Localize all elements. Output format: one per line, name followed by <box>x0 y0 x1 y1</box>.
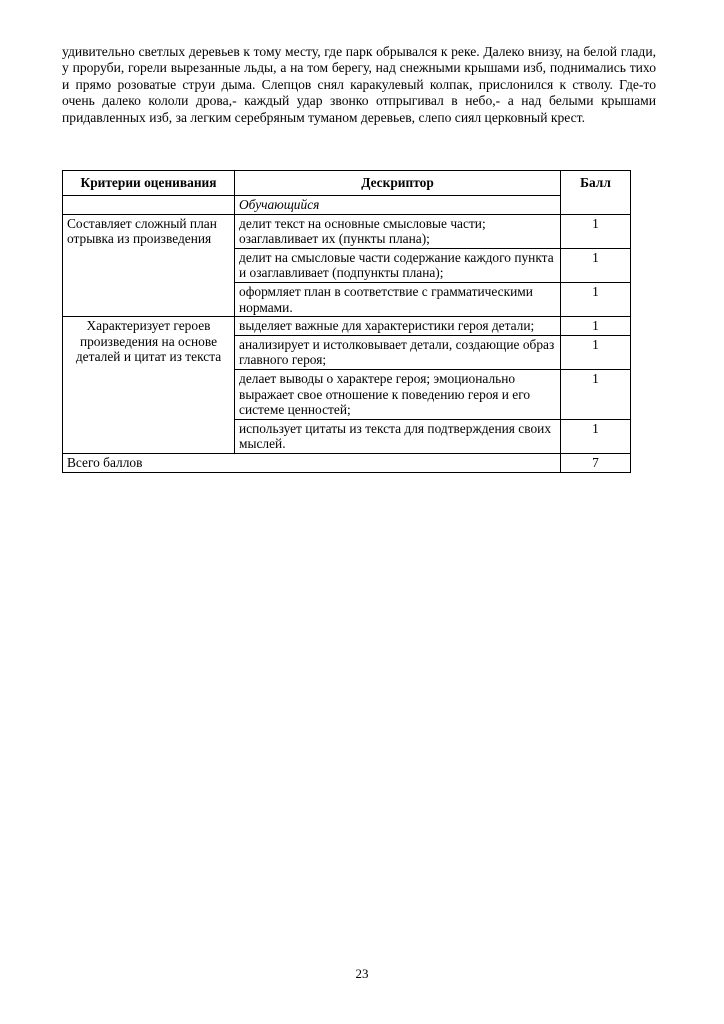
subheader-empty <box>63 196 235 215</box>
total-value: 7 <box>561 453 631 472</box>
descriptor-cell: использует цитаты из текста для подтверждения своих мыслей. <box>235 419 561 453</box>
descriptor-cell: оформляет план в соответствие с грамматическими нормами. <box>235 282 561 316</box>
descriptor-cell: выделяет важные для характеристики героя детали; <box>235 317 561 336</box>
total-row <box>63 453 631 472</box>
table-header-row <box>63 171 631 196</box>
criterion-characters: Характеризует героев произведения на основе деталей и цитат из текста <box>63 317 235 454</box>
story-passage: удивительно светлых деревьев к тому месту, где парк обрывался к реке. Далеко внизу, на белой глади, у проруби, горели вырезанные льды, а на том берегу, над снежными крышами изб, поднимались тихо и прямо розоватые струи дыма. Слепцов снял каракулевый колпак, прислонился к стволу. Где-то очень далеко кололи дрова,- каждый удар звонко отпрыгивал в небо,- а над белыми крышами придавленных изб, за легким серебряным туманом деревьев, слепо сиял церковный крест. <box>62 44 656 125</box>
header-score: Балл <box>561 171 631 215</box>
header-descriptor: Дескриптор <box>235 171 561 196</box>
score-cell: 1 <box>561 369 631 419</box>
score-cell: 1 <box>561 282 631 316</box>
table-subheader-row <box>63 196 631 215</box>
header-criteria: Критерии оценивания <box>63 171 235 196</box>
descriptor-cell: анализирует и истолковывает детали, создающие образ главного героя; <box>235 335 561 369</box>
score-cell: 1 <box>561 214 631 248</box>
score-cell: 1 <box>561 248 631 282</box>
subheader-student: Обучающийся <box>235 196 561 215</box>
descriptor-cell: делает выводы о характере героя; эмоционально выражает свое отношение к поведению героя и его системе ценностей; <box>235 369 561 419</box>
criterion-plan: Составляет сложный план отрывка из произведения <box>63 214 235 317</box>
assessment-table <box>62 170 631 473</box>
table-row <box>63 317 631 336</box>
score-cell: 1 <box>561 335 631 369</box>
score-cell: 1 <box>561 317 631 336</box>
total-label: Всего баллов <box>63 453 561 472</box>
page-number: 23 <box>355 966 369 981</box>
descriptor-cell: делит текст на основные смысловые части; озаглавливает их (пункты плана); <box>235 214 561 248</box>
score-cell: 1 <box>561 419 631 453</box>
descriptor-cell: делит на смысловые части содержание каждого пункта и озаглавливает (подпункты плана); <box>235 248 561 282</box>
table-row <box>63 214 631 248</box>
